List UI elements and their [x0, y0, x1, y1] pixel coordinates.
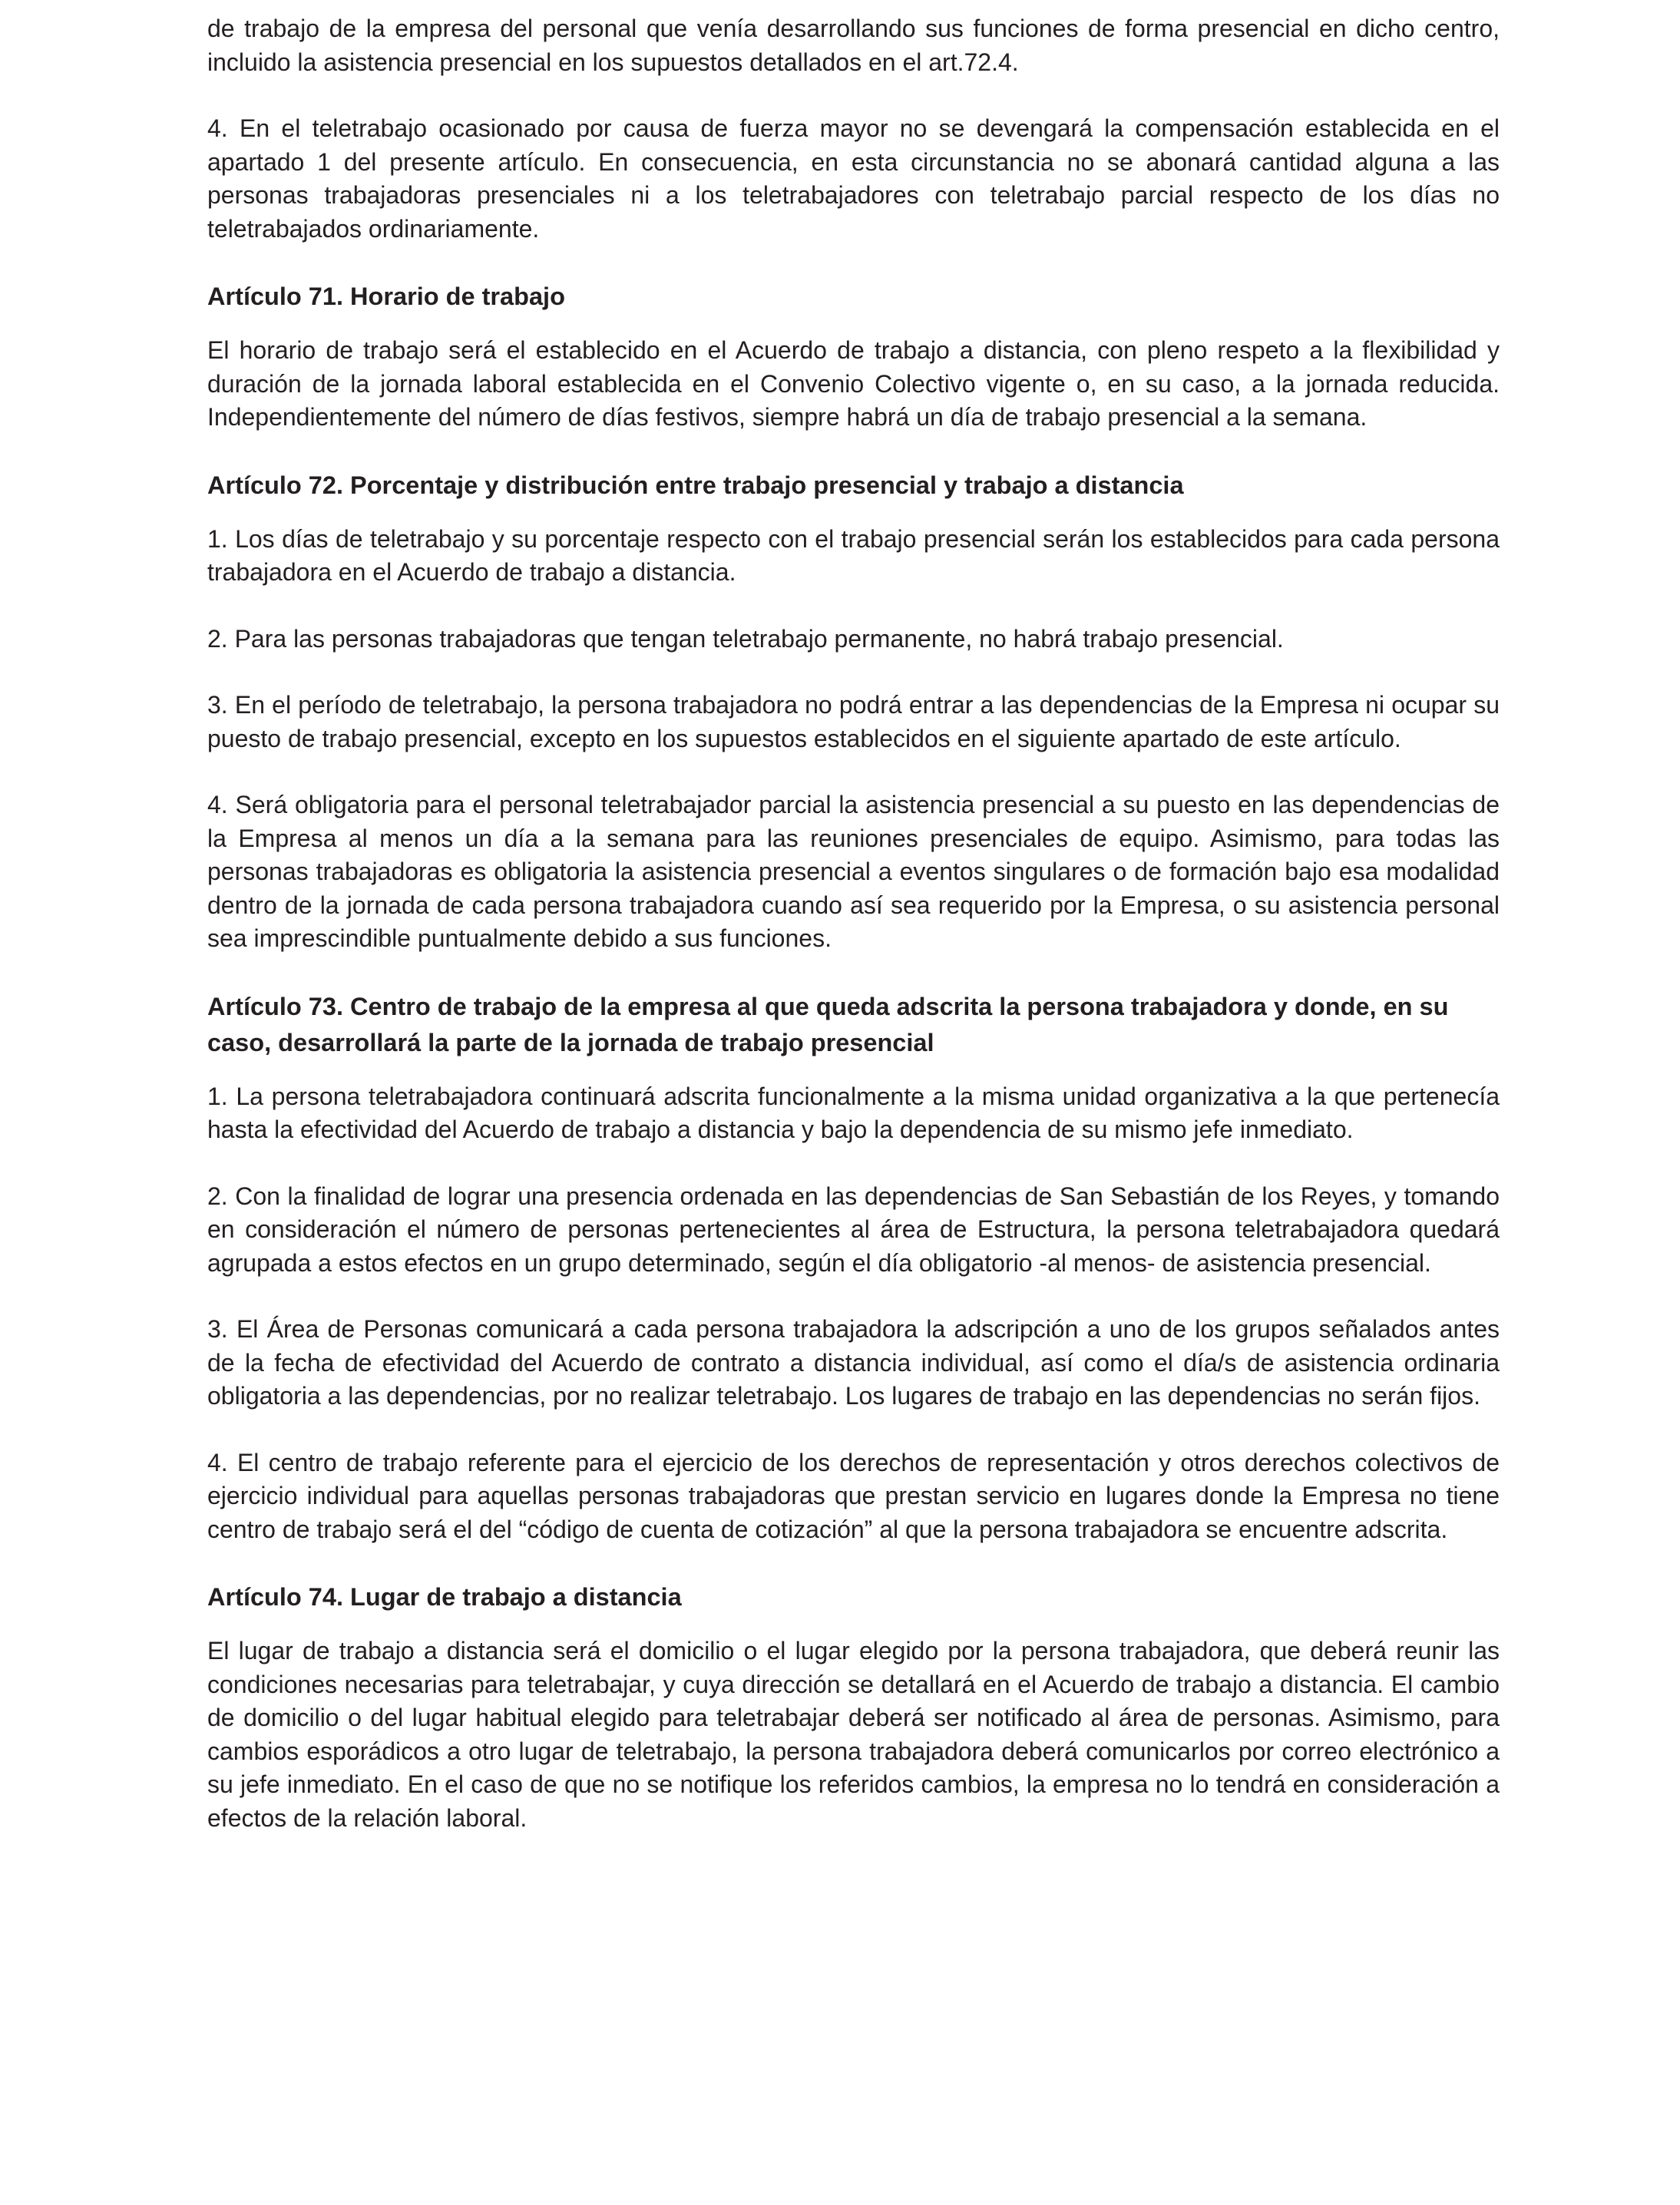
body-paragraph: 4. El centro de trabajo referente para el ejercicio de los derechos de representación y otros derechos colectivos de ejercicio individual para aquellas personas trabajadoras que prestan servicio en lugares donde la Empresa no tiene centro de trabajo será el del “código de cuenta de cotización” al que la persona trabajadora se encuentre adscrita. [207, 1448, 1500, 1543]
body-paragraph: El lugar de trabajo a distancia será el domicilio o el lugar elegido por la persona trabajadora, que deberá reunir las condiciones necesarias para teletrabajar, y cuya dirección se detallará en el Acuerdo de trabajo a distancia. El cambio de domicilio o del lugar habitual elegido para teletrabajar deberá ser notificado al área de personas. Asimismo, para cambios esporádicos a otro lugar de teletrabajo, la persona trabajadora deberá comunicarlos por correo electrónico a su jefe inmediato. En el caso de que no se notifique los referidos cambios, la empresa no lo tendrá en consideración a efectos de la relación laboral. [207, 1637, 1500, 1832]
body-paragraph: 3. En el período de teletrabajo, la persona trabajadora no podrá entrar a las dependencias de la Empresa ni ocupar su puesto de trabajo presencial, excepto en los supuestos establecidos en el siguiente apartado de este artículo. [207, 691, 1500, 752]
body-paragraph: 4. Será obligatoria para el personal teletrabajador parcial la asistencia presencial a su puesto en las dependencias de la Empresa al menos un día a la semana para las reuniones presenciales de equipo. Asimismo, para todas las personas trabajadoras es obligatoria la asistencia presencial a eventos singulares o de formación bajo esa modalidad dentro de la jornada de cada persona trabajadora cuando así sea requerido por la Empresa, o su asistencia personal sea imprescindible puntualmente debido a sus funciones. [207, 791, 1500, 952]
article-heading: Artículo 72. Porcentaje y distribución entre trabajo presencial y trabajo a distancia [207, 471, 1184, 499]
document-body [207, 12, 1500, 1835]
body-paragraph: 1. La persona teletrabajadora continuará adscrita funcionalmente a la misma unidad organizativa a la que pertenecía hasta la efectividad del Acuerdo de trabajo a distancia y bajo la dependencia de su mismo jefe inmediato. [207, 1082, 1500, 1143]
article-heading: Artículo 71. Horario de trabajo [207, 283, 565, 310]
body-paragraph: 2. Para las personas trabajadoras que tengan teletrabajo permanente, no habrá trabajo presencial. [207, 624, 1284, 653]
body-paragraph: 4. En el teletrabajo ocasionado por causa de fuerza mayor no se devengará la compensación establecida en el apartado 1 del presente artículo. En consecuencia, en esta circunstancia no se abonará cantidad alguna a las personas trabajadoras presenciales ni a los teletrabajadores con teletrabajo parcial respecto de los días no teletrabajados ordinariamente. [207, 114, 1500, 243]
body-paragraph: 1. Los días de teletrabajo y su porcentaje respecto con el trabajo presencial serán los establecidos para cada persona trabajadora en el Acuerdo de trabajo a distancia. [207, 524, 1500, 586]
article-heading: Artículo 74. Lugar de trabajo a distancia [207, 1583, 682, 1611]
body-paragraph: El horario de trabajo será el establecido en el Acuerdo de trabajo a distancia, con pleno respeto a la flexibilidad y duración de la jornada laboral establecida en el Convenio Colectivo vigente o, en su caso, a la jornada reducida. Independientemente del número de días festivos, siempre habrá un día de trabajo presencial a la semana. [207, 336, 1500, 431]
article-heading: Artículo 73. Centro de trabajo de la empresa al que queda adscrita la persona trabajadora y donde, en su caso, desarrollará la parte de la jornada de trabajo presencial [207, 992, 1449, 1056]
body-paragraph: 2. Con la finalidad de lograr una presencia ordenada en las dependencias de San Sebastián de los Reyes, y tomando en consideración el número de personas pertenecientes al área de Estructura, la persona teletrabajadora quedará agrupada a estos efectos en un grupo determinado, según el día obligatorio -al menos- de asistencia presencial. [207, 1182, 1500, 1277]
body-paragraph: 3. El Área de Personas comunicará a cada persona trabajadora la adscripción a uno de los grupos señalados antes de la fecha de efectividad del Acuerdo de contrato a distancia individual, así como el día/s de asistencia ordinaria obligatoria a las dependencias, por no realizar teletrabajo. Los lugares de trabajo en las dependencias no serán fijos. [207, 1315, 1500, 1410]
body-paragraph: de trabajo de la empresa del personal que venía desarrollando sus funciones de forma presencial en dicho centro, incluido la asistencia presencial en los supuestos detallados en el art.72.4. [207, 15, 1500, 76]
